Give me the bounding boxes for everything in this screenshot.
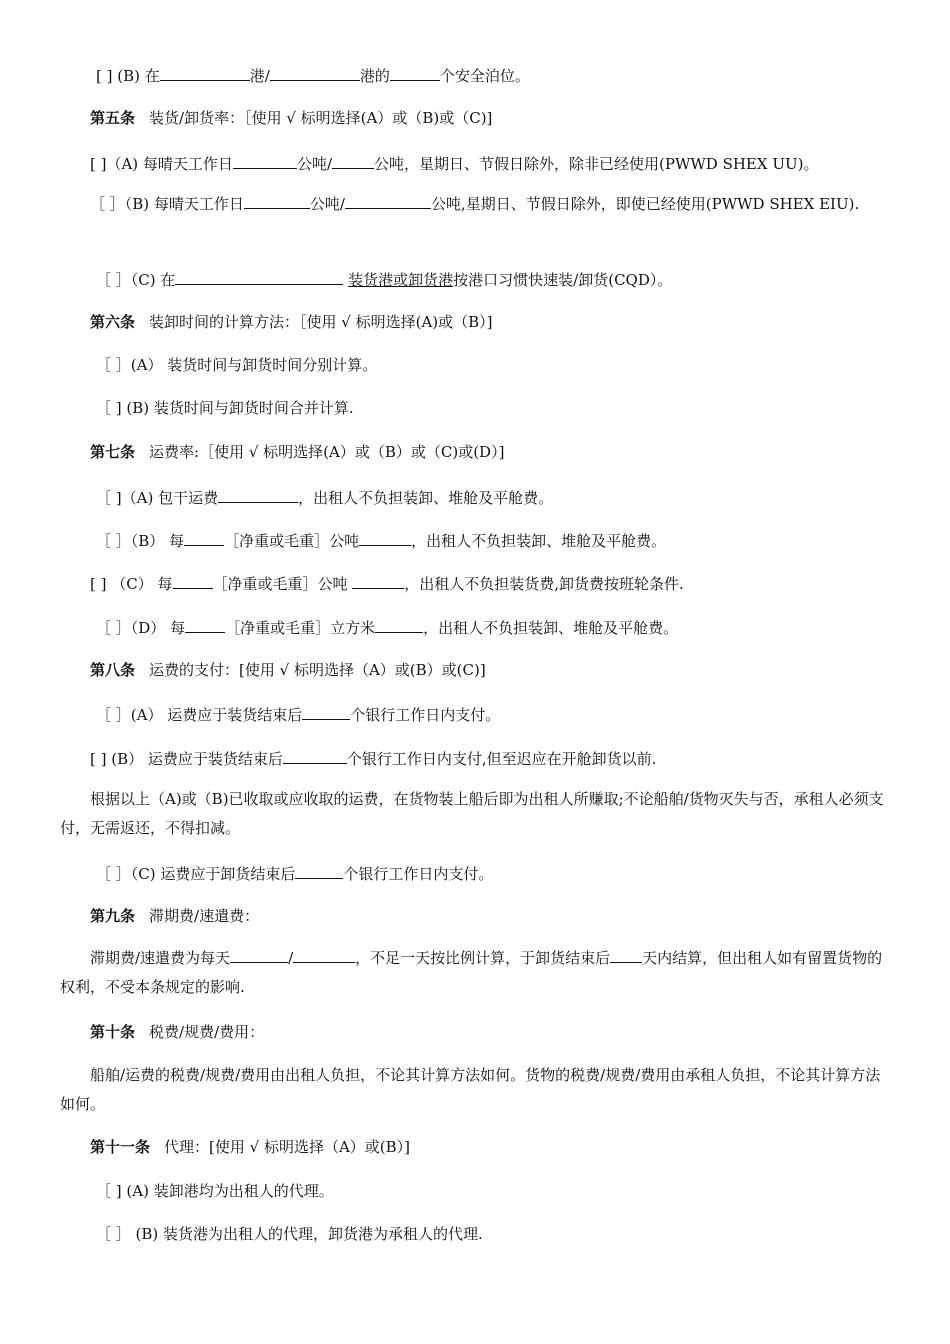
article-7-heading: 第七条 运费率:［使用 √ 标明选择(A）或（B）或（C)或(D）] — [90, 443, 505, 461]
rate-blank-4[interactable] — [345, 192, 431, 209]
article-6-option-a: ［ ］(A） 装货时间与卸货时间分别计算。 — [96, 356, 378, 374]
port-blank-2[interactable] — [270, 64, 360, 81]
article-11-heading: 第十一条 代理：[使用 √ 标明选择（A）或(B）] — [90, 1138, 411, 1156]
article-6-option-b: ［ ] (B) 装货时间与卸货时间合并计算. — [96, 399, 354, 417]
article-7-option-a: ［ ]（A) 包干运费 ，出租人不负担装卸、堆舱及平舱费。 — [96, 486, 553, 508]
days-blank-c[interactable] — [295, 862, 343, 879]
article-9-body: 滞期费/速遣费为每天 / ，不足一天按比例计算，于卸货结束后 天内结算，但出租人如有留置货物的权利，不受本条规定的影响. — [60, 944, 892, 1002]
rate-blank-1[interactable] — [233, 152, 297, 169]
article-8-option-b: [ ] (B） 运费应于装货结束后 个银行工作日内支付,但至迟应在开舱卸货以前. — [90, 747, 656, 769]
article-5-option-b: ［ ］（B) 每晴天工作日 公吨/ 公吨,星期日、节假日除外，即使已经使用(PWWD SHEX EIU). — [60, 190, 892, 219]
article-10-heading: 第十条 税费/规费/费用： — [90, 1023, 265, 1041]
article-11-option-a: ［ ] (A) 装卸港均为出租人的代理。 — [96, 1182, 334, 1200]
berth-count-blank[interactable] — [390, 64, 440, 81]
rate-blank-b[interactable] — [359, 529, 411, 546]
article-8-heading: 第八条 运费的支付：[使用 √ 标明选择（A）或(B）或(C)] — [90, 661, 486, 679]
article-5-heading: 第五条 装货/卸货率：［使用 √ 标明选择(A）或（B)或（C)] — [90, 109, 493, 127]
days-blank-b[interactable] — [283, 747, 347, 764]
article-8-option-a: ［ ］(A） 运费应于装货结束后 个银行工作日内支付。 — [96, 703, 500, 725]
clause-4-option-b: [ ] (B) 在 港/ 港的 个安全泊位。 — [96, 64, 530, 86]
rate-blank-3[interactable] — [244, 192, 310, 209]
article-11-option-b: ［ ］ (B) 装货港为出租人的代理，卸货港为承租人的代理. — [96, 1225, 483, 1243]
rate-blank-2[interactable] — [332, 152, 374, 169]
article-10-body: 船舶/运费的税费/规费/费用由出租人负担，不论其计算方法如何。货物的税费/规费/费用由承租人负担，不论其计算方法如何。 — [60, 1066, 881, 1113]
demurrage-blank[interactable] — [230, 946, 288, 963]
article-6-heading: 第六条 装卸时间的计算方法：［使用 √ 标明选择(A)或（B）] — [90, 313, 493, 331]
unit-blank-d[interactable] — [185, 616, 225, 633]
despatch-blank[interactable] — [293, 946, 355, 963]
unit-blank-c[interactable] — [173, 572, 213, 589]
unit-blank-b[interactable] — [184, 529, 224, 546]
rate-blank-c[interactable] — [352, 572, 404, 589]
rate-blank-d[interactable] — [375, 616, 423, 633]
days-blank-a[interactable] — [302, 703, 350, 720]
article-7-option-c: [ ] （C） 每 ［净重或毛重］公吨 ，出租人不负担装货费,卸货费按班轮条件. — [90, 572, 684, 594]
article-8-option-c: ［ ］（C) 运费应于卸货结束后 个银行工作日内支付。 — [96, 862, 493, 884]
article-7-option-b: ［ ］（B） 每 ［净重或毛重］公吨 ，出租人不负担装卸、堆舱及平舱费。 — [96, 529, 666, 551]
port-name-blank[interactable] — [175, 268, 343, 285]
article-7-option-d: ［ ］（D） 每 ［净重或毛重］立方米 ，出租人不负担装卸、堆舱及平舱费。 — [96, 616, 678, 638]
port-blank-1[interactable] — [160, 64, 250, 81]
settle-days-blank[interactable] — [610, 946, 642, 963]
article-5-option-c: ［ ］（C) 在 装货港或卸货港按港口习惯快速装/卸货(CQD）。 — [96, 268, 672, 290]
article-8-note: 根据以上（A)或（B)已收取或应收取的运费，在货物装上船后即为出租人所赚取;不论船舶/货物灭失与否，承租人必须支付，无需返还，不得扣减。 — [60, 790, 884, 837]
freight-lumpsum-blank[interactable] — [218, 486, 298, 503]
article-9-heading: 第九条 滞期费/速遣费： — [90, 907, 260, 925]
article-5-option-a: [ ]（A) 每晴天工作日 公吨/ 公吨，星期日、节假日除外，除非已经使用(PWWD SHEX UU)。 — [90, 152, 818, 174]
